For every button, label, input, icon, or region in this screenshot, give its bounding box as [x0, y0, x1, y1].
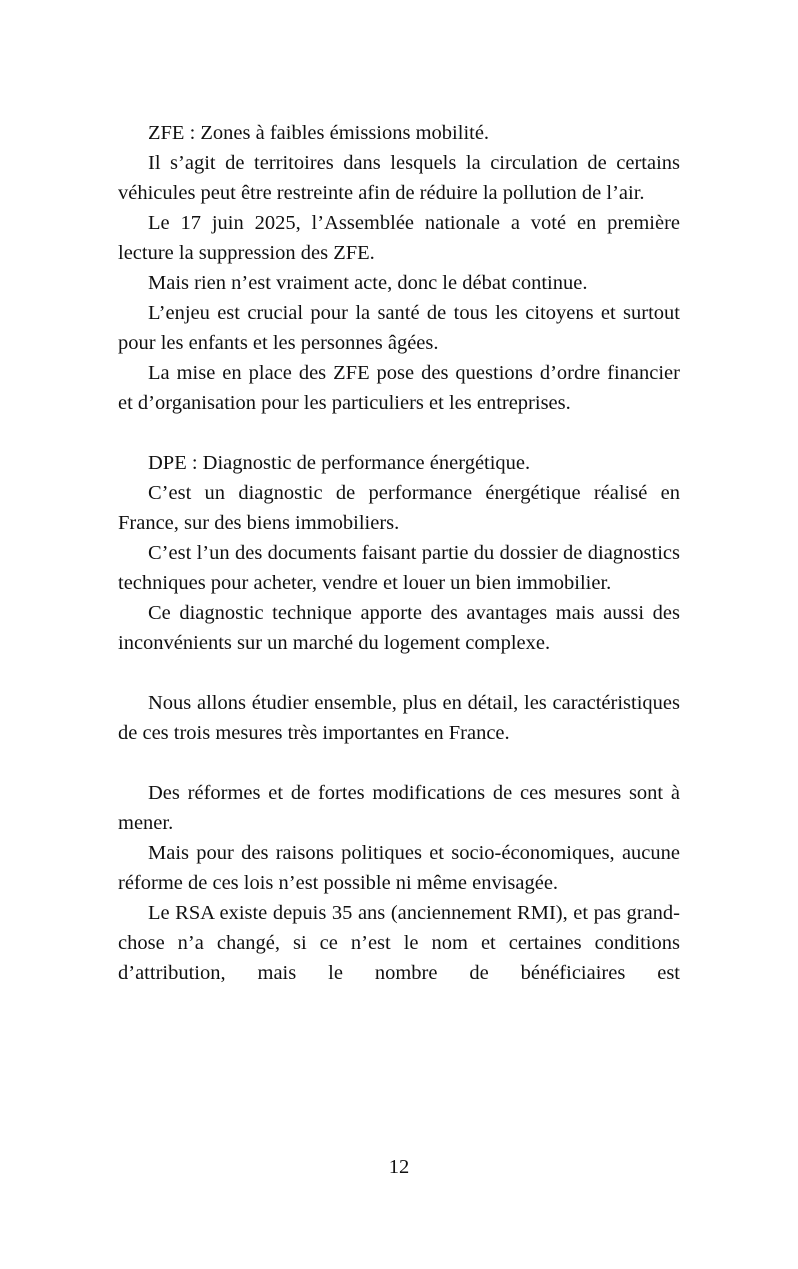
paragraph: La mise en place des ZFE pose des questions d’ordre financier et d’organisation pour les particuliers et les entreprises. — [118, 362, 680, 414]
paragraph: Mais rien n’est vraiment acte, donc le débat continue. — [148, 272, 588, 294]
paragraph: Le 17 juin 2025, l’Assemblée nationale a voté en première lecture la suppression des ZFE. — [118, 212, 680, 264]
paragraph: Des réformes et de fortes modifications de ces mesures sont à mener. — [118, 782, 680, 834]
paragraph-zfe-definition: ZFE : Zones à faibles émissions mobilité. — [148, 122, 490, 144]
paragraph-gap — [118, 418, 680, 448]
paragraph: C’est l’un des documents faisant partie du dossier de diagnostics techniques pour acheter, vendre et louer un bien immobilier. — [118, 542, 680, 594]
paragraph-gap — [118, 658, 680, 688]
paragraph-gap — [118, 748, 680, 778]
paragraph: L’enjeu est crucial pour la santé de tous les citoyens et surtout pour les enfants et les personnes âgées. — [118, 302, 680, 354]
paragraph: C’est un diagnostic de performance énergétique réalisé en France, sur des biens immobiliers. — [118, 482, 680, 534]
paragraph: Ce diagnostic technique apporte des avantages mais aussi des inconvénients sur un marché du logement complexe. — [118, 602, 680, 654]
paragraph: Il s’agit de territoires dans lesquels la circulation de certains véhicules peut être restreinte afin de réduire la pollution de l’air. — [118, 152, 680, 204]
page-body — [118, 118, 680, 988]
paragraph-dpe-definition: DPE : Diagnostic de performance énergétique. — [148, 452, 531, 474]
paragraph: Le RSA existe depuis 35 ans (anciennement RMI), et pas grand-chose n’a changé, si ce n’est le nom et certaines conditions d’attribution, mais le nombre de bénéficiaires est — [118, 902, 680, 984]
page-number: 12 — [388, 1156, 410, 1178]
paragraph: Mais pour des raisons politiques et socio-économiques, aucune réforme de ces lois n’est possible ni même envisagée. — [118, 842, 680, 894]
paragraph: Nous allons étudier ensemble, plus en détail, les caractéristiques de ces trois mesures très importantes en France. — [118, 692, 680, 744]
